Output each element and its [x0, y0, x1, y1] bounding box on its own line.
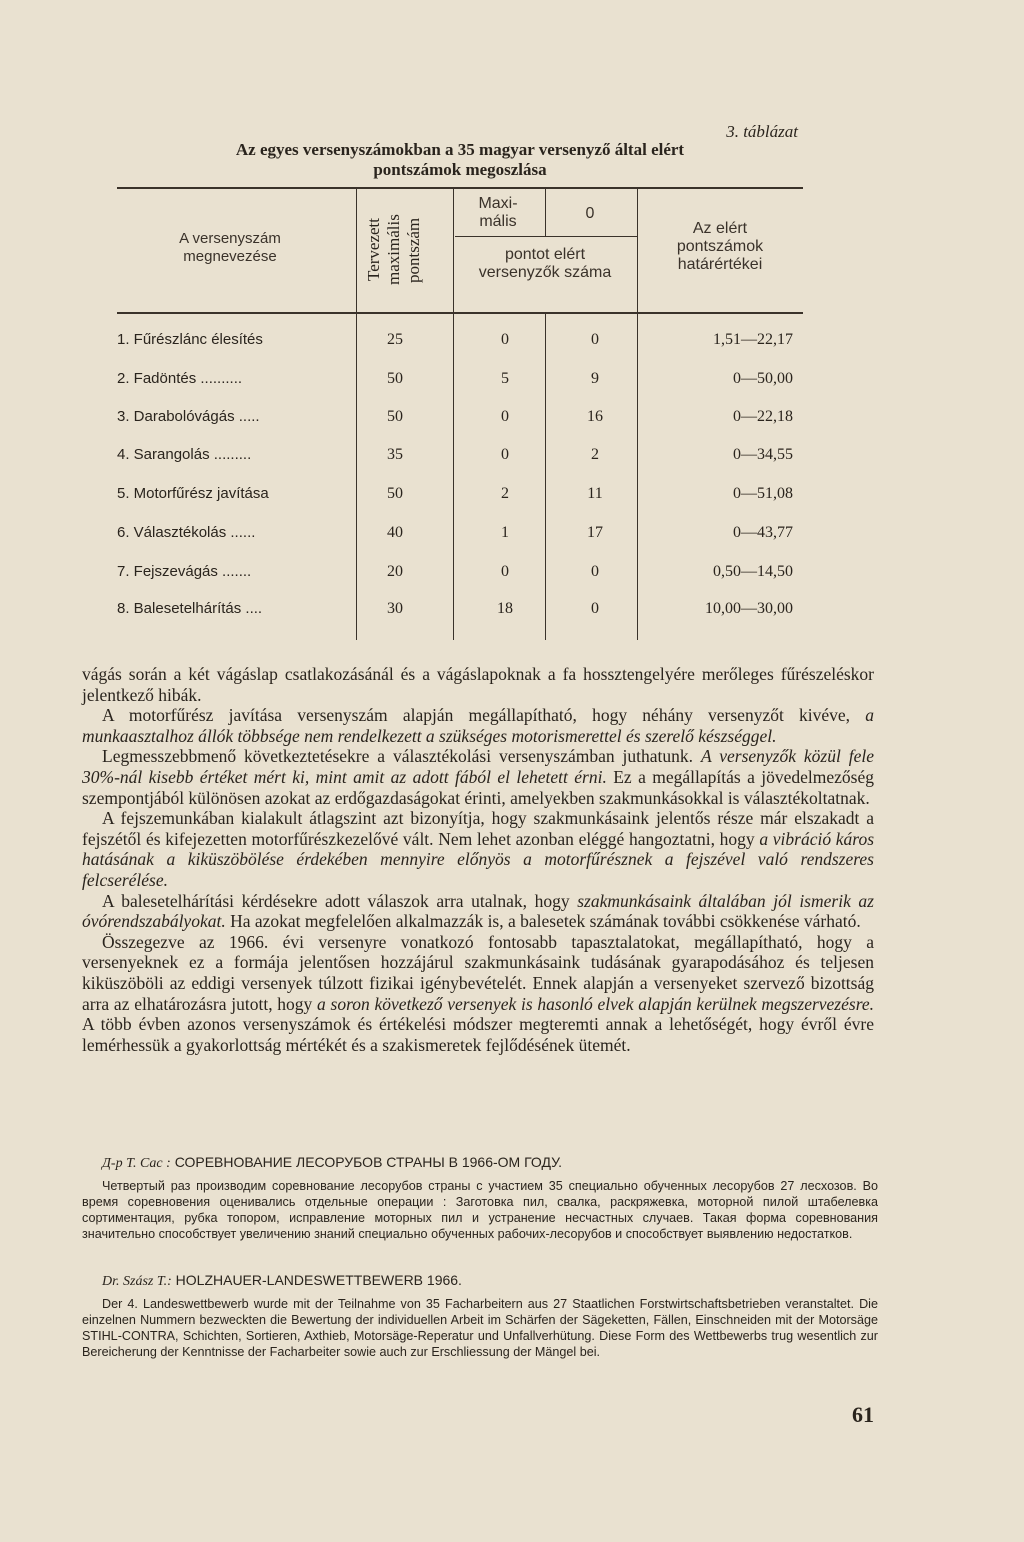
header-reached: pontot elért versenyzők száma [478, 246, 612, 281]
cell-max: 50 [387, 370, 403, 387]
cell-max-count: 2 [501, 485, 509, 502]
cell-max-count: 18 [497, 600, 513, 617]
cell-max: 25 [387, 331, 403, 348]
abstract-heading [82, 1154, 878, 1172]
paragraph-text: Összegezve az 1966. évi versenyre vonatkozó fontosabb tapasztalatokat, megállapítható, hogy a versenyeknek ez a formája jelentősen hozzájárul szakmunkásaink tudásának gyarapodásához és teljesen kiküszöböli az eddigi versenyek túlzott fizikai igénybevételét. Ennek alapján a versenyeket szervező bizottság arra az elhatározásra jutott, hogy [82, 931, 874, 1014]
table-row [117, 443, 807, 467]
cell-max: 40 [387, 524, 403, 541]
paragraph-emphasis: a munkaasztalhoz állók többsége nem rendelkezett a szükséges motorismerettel és szerelő készséggel. [82, 705, 874, 746]
paragraph-emphasis: a soron következő versenyek is hasonló elvek alapján kerülnek megszervezésre. [317, 993, 874, 1014]
cell-zero-count: 11 [587, 485, 603, 502]
table-row [117, 405, 807, 429]
paragraph-text: vágás során a két vágáslap csatlakozásánál és a vágáslapoknak a fa hossztengelyére merőleges fűrészeléskor jelentkező hibák. [82, 664, 874, 705]
cell-event: 4. Sarangolás ......... [117, 446, 252, 463]
cell-max-count: 0 [501, 331, 509, 348]
cell-zero-count: 0 [591, 600, 599, 617]
table-row [117, 597, 807, 621]
paragraph-text: Ha azokat megfelelően alkalmazzák is, a balesetek számának további csökkenése várható. [225, 911, 861, 932]
table-header-rule [117, 312, 803, 314]
cell-range: 0—43,77 [733, 524, 793, 541]
cell-zero-count: 2 [591, 446, 599, 463]
table-subheader-rule [455, 236, 637, 237]
cell-event: 2. Fadöntés .......... [117, 370, 243, 387]
cell-max-count: 5 [501, 370, 509, 387]
abstract-author: Dr. Szász T.: [102, 1274, 172, 1289]
abstract-heading [82, 1272, 878, 1290]
cell-event: 1. Fűrészlánc élesítés [117, 331, 263, 348]
header-maximal: Maxi-mális [478, 195, 518, 230]
paragraph-emphasis: A versenyzők közül fele 30%-nál kisebb értéket mért ki, mint amit az adott fából el lehetett érni. [82, 746, 875, 787]
paragraph-text: Ez a megállapítás a jövedelmezőség szempontjából különösen azokat az erdőgazdaságokat érinti, amelyekben szakmunkásokkal is választékoltatnak. [82, 766, 874, 808]
table-row [117, 367, 807, 391]
paragraph [82, 808, 874, 890]
cell-range: 0—50,00 [733, 370, 793, 387]
table-row [117, 482, 807, 506]
cell-event: 3. Darabolóvágás ..... [117, 408, 260, 425]
table-title [150, 140, 770, 180]
table-row [117, 521, 807, 545]
paragraph [82, 932, 874, 1056]
abstract-title: СОРЕВНОВАНИЕ ЛЕСОРУБОВ СТРАНЫ В 1966-ОМ ГОДУ. [174, 1154, 563, 1170]
table-top-rule [117, 187, 803, 189]
abstract-text: Четвертый раз производим соревнование лесорубов страны с участием 35 специально обученных лесорубов 27 лесхозов. Во время соревновения оценивались отдельные операции : Заготовка пил, свалка, раскряжевка, моторной пилой штабелевка сортиментация, рубка топором, исправление моторных пил и устранение несчастных случаев. Такая форма соревнования значительно способствует увеличению знаний специально обученных рабочих-лесорубов и способствует выявлению недостатков. [82, 1179, 878, 1241]
paragraph-emphasis: a vibráció káros hatásának a kiküszöbölése érdekében mennyire előnyös a motorfűrésznek a fejszével való rendszeres felcserélése. [82, 828, 874, 890]
cell-range: 0,50—14,50 [713, 563, 793, 580]
paragraph-text: Legmesszebbmenő következtetésekre a választékolási versenyszámban juthatunk. [102, 746, 701, 767]
paragraph [82, 746, 874, 808]
paragraph [82, 891, 874, 932]
abstract-author: Д-р Т. Сас : [102, 1156, 171, 1171]
cell-zero-count: 16 [587, 408, 603, 425]
header-planned-max: Tervezett maximális pontszám [364, 214, 423, 286]
abstract-german [82, 1272, 878, 1360]
cell-event: 8. Balesetelhárítás .... [117, 600, 263, 617]
table-number: 3. táblázat [726, 122, 798, 141]
cell-max: 30 [387, 600, 403, 617]
cell-max-count: 0 [501, 408, 509, 425]
cell-zero-count: 9 [591, 370, 599, 387]
paragraph-emphasis: szakmunkásaink általában jól ismerik az óvórendszabályokat. [82, 890, 874, 932]
cell-event: 6. Választékolás ...... [117, 524, 256, 541]
cell-range: 10,00—30,00 [705, 600, 793, 617]
table-vline-3 [545, 188, 546, 236]
cell-event: 5. Motorfűrész javítása [117, 485, 269, 502]
table-row [117, 328, 807, 352]
paragraph-text: A fejszemunkában kialakult átlagszint azt bizonyítja, hogy szakmunkásaink jelentős része már elszakadt a fejszétől és kifejezetten motorfűrészkezelővé vált. Nem lehet azonban eléggé hangoztatni, hogy [82, 808, 874, 849]
header-event: A versenyszám megnevezése [179, 230, 281, 265]
cell-range: 0—22,18 [733, 408, 793, 425]
cell-max-count: 0 [501, 563, 509, 580]
page-number: 61 [852, 1402, 874, 1427]
cell-range: 0—34,55 [733, 446, 793, 463]
abstract-title: HOLZHAUER-LANDESWETTBEWERB 1966. [175, 1272, 462, 1288]
header-zero: 0 [585, 205, 595, 222]
cell-max: 20 [387, 563, 403, 580]
table-row [117, 560, 807, 584]
paragraph [82, 705, 874, 746]
cell-max: 35 [387, 446, 403, 463]
cell-zero-count: 0 [591, 331, 599, 348]
cell-zero-count: 17 [587, 524, 603, 541]
paragraph-text: A motorfűrész javítása versenyszám alapján megállapítható, hogy néhány versenyzőt kivéve, [102, 705, 866, 726]
cell-max-count: 0 [501, 446, 509, 463]
cell-event: 7. Fejszevágás ....... [117, 563, 252, 580]
paragraph-text: A balesetelhárítási kérdésekre adott válaszok arra utalnak, hogy [102, 890, 578, 911]
abstract-text: Der 4. Landeswettbewerb wurde mit der Teilnahme von 35 Facharbeitern aus 27 Staatlichen Forstwirtschaftsbetrieben veranstaltet. Die einzelnen Nummern bezweckten die Bewertung der individuellen Arbeit im Schärfen der Sägeketten, Fällen, Einschneiden mit der Motorsäge STIHL-CONTRA, Schichten, Sortieren, Axthieb, Motorsäge-Reperatur und Unfallverhütung. Diese Form des Wettbewerbs trug wesentlich zur Bereicherung der Kenntnisse der Facharbeiter sowie auch zur Erschliessung der Mängel bei. [82, 1297, 878, 1359]
cell-range: 0—51,08 [733, 485, 793, 502]
paragraph [82, 664, 874, 705]
table-vline-3b [545, 313, 546, 640]
paragraph-text: A több évben azonos versenyszámok és értékelési módszer megteremti annak a lehetőségét, hogy évről évre lemérhessük a gyakorlottság mértékét és a szakismeretek fejlődésének ütemét. [82, 1014, 874, 1055]
cell-range: 1,51—22,17 [713, 331, 793, 348]
cell-zero-count: 0 [591, 563, 599, 580]
cell-max: 50 [387, 485, 403, 502]
header-limits: Az elért pontszámok határértékei [676, 220, 764, 273]
body-text [82, 664, 874, 1055]
cell-max-count: 1 [501, 524, 509, 541]
cell-max: 50 [387, 408, 403, 425]
abstract-russian [82, 1154, 878, 1242]
table-title-line1: Az egyes versenyszámokban a 35 magyar versenyző által elért [235, 140, 685, 159]
table-title-line2: pontszámok megoszlása [373, 160, 547, 179]
